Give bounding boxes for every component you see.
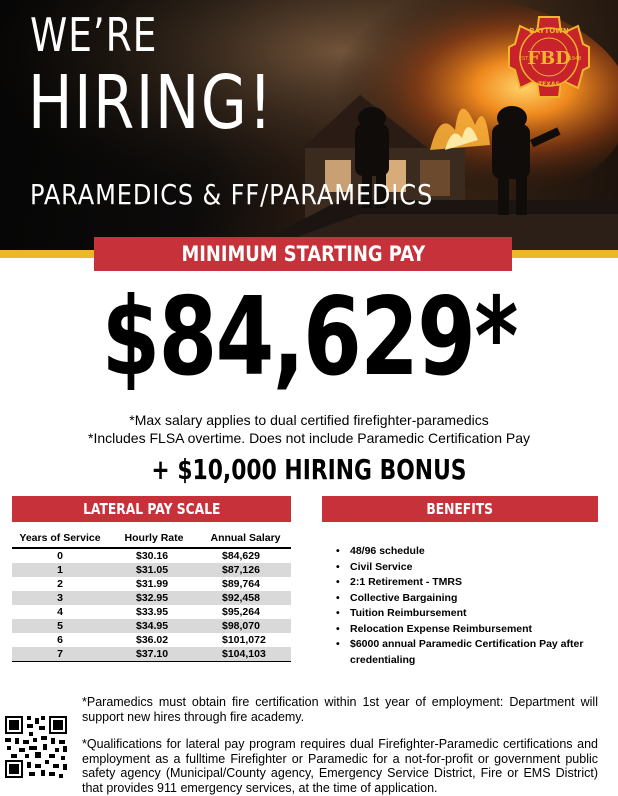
cell-hourly: $36.02: [136, 634, 169, 646]
lateral-pay-table: [12, 529, 291, 662]
list-item: • 48/96 schedule: [332, 544, 602, 560]
cell-years: 3: [12, 591, 108, 605]
cell-annual: $92,458: [200, 591, 291, 605]
hero-banner: [0, 0, 618, 258]
cell-annual: $104,103: [200, 647, 291, 662]
footer-note-fire-certification: *Paramedics must obtain fire certification within 1st year of employment: Department will support new hires through fire academy.: [82, 695, 598, 724]
list-item: • Tuition Reimbursement: [332, 606, 602, 622]
hiring-bonus-text: + $10,000 HIRING BONUS: [151, 453, 467, 486]
cell-annual: $101,072: [222, 634, 266, 646]
salary-amount: $84,629*: [101, 275, 517, 400]
list-item: • Civil Service: [332, 560, 602, 576]
starting-salary: [0, 268, 618, 408]
cell-hourly: $34.95: [108, 619, 200, 633]
table-row: [12, 548, 291, 563]
column-header-hourly: Hourly Rate: [108, 529, 200, 548]
badge-left-text: EST.: [518, 56, 530, 62]
hero-title-line1: WE’RE: [30, 8, 158, 62]
badge-monogram: FBD: [527, 48, 571, 69]
list-item: • Collective Bargaining: [332, 591, 602, 607]
salary-note-2: *Includes FLSA overtime. Does not include Paramedic Certification Pay: [88, 430, 530, 446]
cell-years: 6: [57, 634, 63, 646]
cell-years: 4: [57, 606, 63, 618]
table-row: [12, 577, 291, 591]
list-item: • Relocation Expense Reimbursement: [332, 622, 602, 638]
badge-top-text: BAYTOWN: [529, 27, 569, 35]
benefits-header-label: BENEFITS: [426, 500, 494, 518]
cell-hourly: $30.16: [136, 550, 169, 562]
benefits-header: [322, 496, 598, 522]
cell-hourly: $31.99: [136, 578, 169, 590]
hero-subtitle: PARAMEDICS & FF/PARAMEDICS: [30, 178, 434, 211]
badge-right-text: 1948: [568, 56, 582, 62]
cell-annual: $84,629: [222, 550, 260, 562]
lateral-pay-scale-header: [12, 496, 291, 522]
table-header-row: [12, 529, 291, 548]
minimum-starting-pay-banner: [94, 237, 512, 271]
banner-label: MINIMUM STARTING PAY: [181, 242, 425, 266]
column-header-annual: Annual Salary: [200, 529, 291, 548]
hiring-bonus: [0, 450, 618, 490]
lateral-header-label: LATERAL PAY SCALE: [82, 500, 221, 518]
table-row: [12, 619, 291, 633]
footer-note-lateral-qualifications: *Qualifications for lateral pay program requires dual Firefighter-Paramedic certifications and employment as a fulltime Firefighter or Paramedic for a not-for-profit or government public safety agency (Municipal/County agency, Emergency Service District, Fire or EMS District) that provides 911 emergency services, at the time of application.: [82, 737, 598, 795]
cell-hourly: $37.10: [108, 647, 200, 662]
table-row: [12, 605, 291, 619]
badge-bottom-text: TEXAS: [538, 81, 560, 88]
cell-years: 7: [12, 647, 108, 662]
cell-annual: $98,070: [200, 619, 291, 633]
salary-note-1: *Max salary applies to dual certified firefighter-paramedics: [129, 412, 489, 428]
table-row: [12, 563, 291, 577]
table-row: [12, 647, 291, 662]
baytown-fire-department-badge-logo: [506, 14, 592, 100]
qr-code[interactable]: [3, 714, 69, 780]
cell-years: 5: [12, 619, 108, 633]
benefits-list: [332, 544, 602, 668]
cell-years: 1: [12, 563, 108, 577]
list-item: • $6000 annual Paramedic Certification Pay after credentialing: [332, 637, 602, 668]
cell-hourly: $31.05: [108, 563, 200, 577]
cell-annual: $87,126: [200, 563, 291, 577]
hero-title-line2: HIRING!: [28, 60, 274, 146]
cell-hourly: $33.95: [136, 606, 169, 618]
cell-years: 0: [57, 550, 63, 562]
table-row: [12, 591, 291, 605]
column-header-years: Years of Service: [12, 529, 108, 548]
cell-annual: $89,764: [222, 578, 260, 590]
cell-annual: $95,264: [222, 606, 260, 618]
cell-years: 2: [57, 578, 63, 590]
cell-hourly: $32.95: [108, 591, 200, 605]
table-row: [12, 633, 291, 647]
list-item: • 2:1 Retirement - TMRS: [332, 575, 602, 591]
